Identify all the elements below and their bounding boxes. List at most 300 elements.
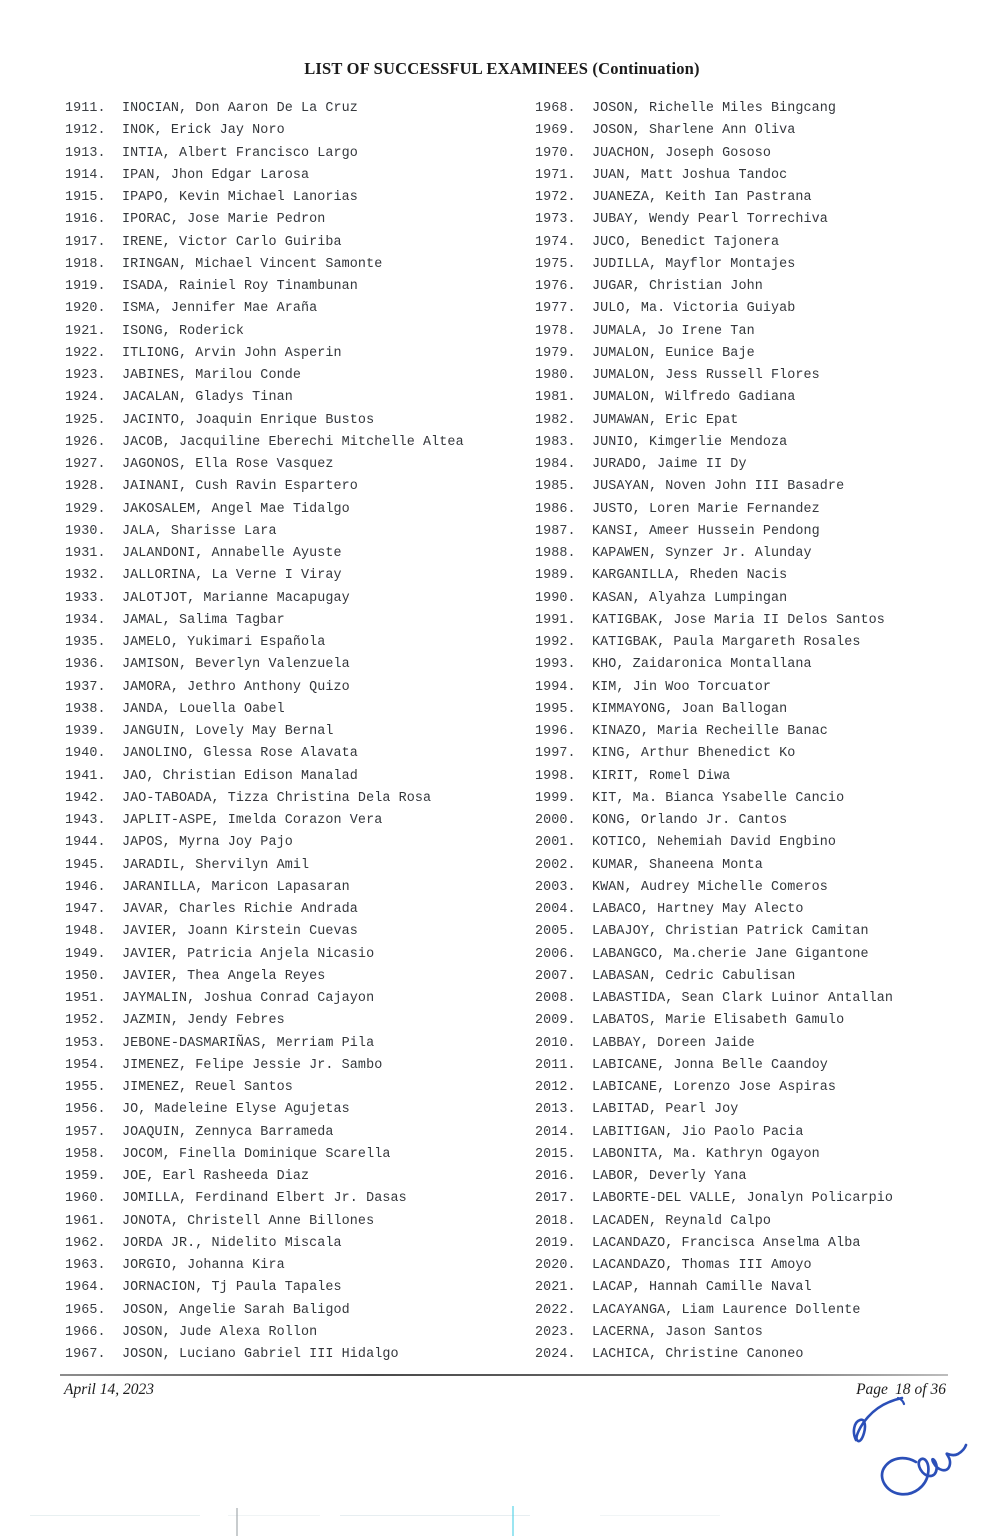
examinee-name: JAVIER, Thea Angela Reyes <box>122 968 326 984</box>
examinee-entry <box>65 654 520 676</box>
examinee-entry <box>65 788 520 810</box>
examinee-name: JOSON, Angelie Sarah Baligod <box>122 1302 350 1318</box>
examinee-number: 1947. <box>65 902 106 917</box>
examinee-name: LABORTE-DEL VALLE, Jonalyn Policarpio <box>592 1191 894 1207</box>
examinee-name: KANSI, Ameer Hussein Pendong <box>592 523 820 539</box>
examinee-name: LABACO, Hartney May Alecto <box>592 902 804 917</box>
examinee-entry <box>65 1255 520 1277</box>
examinee-entry <box>535 521 990 543</box>
examinee-name: JUMALON, Eunice Baje <box>592 345 755 361</box>
examinee-entry <box>535 298 990 320</box>
examinee-entry <box>535 632 990 654</box>
examinee-name: LABBAY, Doreen Jaide <box>592 1035 755 1051</box>
examinee-entry <box>65 165 520 187</box>
examinee-entry <box>535 1300 990 1322</box>
examinee-number: 1924. <box>65 390 106 406</box>
footer-divider <box>60 1374 948 1376</box>
examinee-number: 1948. <box>65 924 106 940</box>
examinee-name: LACAP, Hannah Camille Naval <box>592 1280 812 1296</box>
examinee-name: KARGANILLA, Rheden Nacis <box>592 568 788 584</box>
examinee-name: JUMAWAN, Eric Epat <box>592 412 739 428</box>
examinee-entry <box>535 654 990 676</box>
examinee-number: 2011. <box>535 1057 576 1073</box>
examinee-entry <box>65 521 520 543</box>
examinee-number: 1983. <box>535 434 576 450</box>
examinee-name: KWAN, Audrey Michelle Comeros <box>592 879 828 895</box>
examinee-number: 1988. <box>535 546 576 561</box>
examinee-number: 1935. <box>65 635 106 650</box>
examinee-entry <box>65 454 520 476</box>
examinee-entry <box>65 855 520 877</box>
examinee-number: 1979. <box>535 345 576 361</box>
examinee-number: 1999. <box>535 790 576 806</box>
examinee-entry <box>535 921 990 943</box>
examinee-name: JARADIL, Shervilyn Amil <box>122 857 310 873</box>
examinee-name: JOAQUIN, Zennyca Barrameda <box>122 1124 334 1140</box>
examinee-name: INOCIAN, Don Aaron De La Cruz <box>122 101 358 116</box>
examinee-number: 1939. <box>65 724 106 739</box>
examinee-entry <box>535 810 990 832</box>
examinee-entry <box>535 832 990 854</box>
examinee-entry <box>65 254 520 276</box>
examinee-entry <box>65 921 520 943</box>
examinee-name: IRENE, Victor Carlo Guiriba <box>122 234 342 250</box>
examinee-number: 2022. <box>535 1302 576 1318</box>
examinee-entry <box>65 387 520 409</box>
examinee-name: JAVIER, Joann Kirstein Cuevas <box>122 924 358 940</box>
examinee-entry <box>65 232 520 254</box>
examinee-name: JAVIER, Patricia Anjela Nicasio <box>122 946 375 962</box>
examinee-number: 2007. <box>535 968 576 984</box>
examinee-entry <box>65 1077 520 1099</box>
examinee-name: JAYMALIN, Joshua Conrad Cajayon <box>122 991 375 1006</box>
examinee-number: 1977. <box>535 301 576 317</box>
footer-of-word: of <box>914 1381 927 1398</box>
examinee-entry <box>535 610 990 632</box>
examinee-number: 1996. <box>535 724 576 739</box>
examinee-number: 1981. <box>535 390 576 406</box>
examinee-entry <box>535 343 990 365</box>
examinee-entry <box>65 1033 520 1055</box>
examinee-name: JO, Madeleine Elyse Agujetas <box>122 1102 350 1118</box>
examinee-number: 1955. <box>65 1080 106 1095</box>
examinee-number: 1917. <box>65 234 106 250</box>
examinee-entry <box>535 410 990 432</box>
examinee-number: 2006. <box>535 946 576 962</box>
examinee-entry <box>535 1322 990 1344</box>
examinee-entry <box>65 1300 520 1322</box>
examinee-name: IPAPO, Kevin Michael Lanorias <box>122 190 358 205</box>
examinee-entry <box>535 387 990 409</box>
examinee-number: 1914. <box>65 167 106 183</box>
examinee-entry <box>65 610 520 632</box>
examinee-number: 1973. <box>535 212 576 228</box>
examinee-name: KIRIT, Romel Diwa <box>592 768 731 784</box>
examinee-number: 1951. <box>65 991 106 1006</box>
examinee-number: 1934. <box>65 612 106 628</box>
examinee-number: 2017. <box>535 1191 576 1207</box>
examinee-number: 1916. <box>65 212 106 228</box>
examinee-name: KHO, Zaidaronica Montallana <box>592 657 812 673</box>
examinee-number: 1997. <box>535 746 576 762</box>
examinee-entry <box>65 743 520 765</box>
examinee-number: 2001. <box>535 835 576 851</box>
examinee-entry <box>535 499 990 521</box>
examinee-entry <box>65 543 520 565</box>
examinee-entry <box>65 810 520 832</box>
examinee-entry <box>535 721 990 743</box>
examinee-name: JAPOS, Myrna Joy Pajo <box>122 835 293 851</box>
examinee-name: LABONITA, Ma. Kathryn Ogayon <box>592 1146 820 1162</box>
examinee-entry <box>65 1144 520 1166</box>
examinee-name: JAO-TABOADA, Tizza Christina Dela Rosa <box>122 790 432 806</box>
examinee-entry <box>535 966 990 988</box>
examinee-number: 1945. <box>65 857 106 873</box>
examinee-number: 1911. <box>65 101 106 116</box>
examinee-number: 2008. <box>535 991 576 1006</box>
examinee-name: KATIGBAK, Paula Margareth Rosales <box>592 635 861 650</box>
examinee-entry <box>65 1010 520 1032</box>
examinee-entry <box>65 98 520 120</box>
examinee-number: 2010. <box>535 1035 576 1051</box>
examinee-number: 2024. <box>535 1347 576 1362</box>
examinee-entry <box>65 1055 520 1077</box>
examinee-name: JUACHON, Joseph Gososo <box>592 145 771 161</box>
examinee-name: JAVAR, Charles Richie Andrada <box>122 902 358 917</box>
examinee-entry <box>535 1344 990 1366</box>
examinee-name: JACOB, Jacquiline Eberechi Mitchelle Altea <box>122 434 464 450</box>
examinee-name: KONG, Orlando Jr. Cantos <box>592 813 788 828</box>
examinee-name: JALLORINA, La Verne I Viray <box>122 568 342 584</box>
footer-page-indicator <box>856 1381 946 1399</box>
examinee-entry <box>65 1166 520 1188</box>
examinee-name: KING, Arthur Bhenedict Ko <box>592 746 796 762</box>
examinee-number: 1929. <box>65 501 106 517</box>
footer-page-number: 18 <box>894 1381 911 1398</box>
examinee-name: KASAN, Alyahza Lumpingan <box>592 590 788 606</box>
examinee-entry <box>65 565 520 587</box>
examinee-number: 1953. <box>65 1035 106 1051</box>
examinee-entry <box>65 699 520 721</box>
examinee-entry <box>65 966 520 988</box>
examinee-name: JARANILLA, Maricon Lapasaran <box>122 879 350 895</box>
examinee-name: KINAZO, Maria Recheille Banac <box>592 724 828 739</box>
examinee-name: JAMELO, Yukimari Española <box>122 635 326 650</box>
examinee-name: JUAN, Matt Joshua Tandoc <box>592 167 788 183</box>
examinee-number: 1938. <box>65 701 106 717</box>
examinee-entry <box>535 588 990 610</box>
examinee-name: KIT, Ma. Bianca Ysabelle Cancio <box>592 790 845 806</box>
examinee-name: IPORAC, Jose Marie Pedron <box>122 212 326 228</box>
examinee-number: 2013. <box>535 1102 576 1118</box>
examinee-number: 1992. <box>535 635 576 650</box>
examinee-entry <box>535 1099 990 1121</box>
examinee-name: INOK, Erick Jay Noro <box>122 123 285 139</box>
examinee-entry <box>65 143 520 165</box>
examinee-number: 1918. <box>65 256 106 272</box>
examinee-entry <box>535 766 990 788</box>
examinee-number: 1958. <box>65 1146 106 1162</box>
examinee-name: KATIGBAK, Jose Maria II Delos Santos <box>592 612 885 628</box>
examinee-entry <box>535 543 990 565</box>
examinee-number: 1952. <box>65 1013 106 1029</box>
examinee-entry <box>535 187 990 209</box>
examinee-entry <box>535 699 990 721</box>
examinee-number: 1991. <box>535 612 576 628</box>
examinee-name: KAPAWEN, Synzer Jr. Alunday <box>592 546 812 561</box>
examinee-entry <box>535 1211 990 1233</box>
examinee-number: 1912. <box>65 123 106 139</box>
examinee-entry <box>535 743 990 765</box>
examinee-entry <box>535 1033 990 1055</box>
examinee-number: 1957. <box>65 1124 106 1140</box>
examinee-number: 1987. <box>535 523 576 539</box>
examinee-number: 2003. <box>535 879 576 895</box>
examinee-name: JALANDONI, Annabelle Ayuste <box>122 546 342 561</box>
examinee-name: JEBONE-DASMARIÑAS, Merriam Pila <box>122 1035 375 1051</box>
examinee-name: JAINANI, Cush Ravin Espartero <box>122 479 358 495</box>
examinee-name: LABASTIDA, Sean Clark Luinor Antallan <box>592 991 894 1006</box>
examinee-number: 2002. <box>535 857 576 873</box>
examinee-entry <box>535 143 990 165</box>
examinee-entry <box>535 565 990 587</box>
signature-scrawl <box>876 1442 968 1504</box>
examinee-name: LACANDAZO, Thomas III Amoyo <box>592 1258 812 1273</box>
examinee-number: 1956. <box>65 1102 106 1118</box>
examinee-name: JORNACION, Tj Paula Tapales <box>122 1280 342 1296</box>
examinee-entry <box>65 944 520 966</box>
examinee-number: 1968. <box>535 101 576 116</box>
examinee-number: 1960. <box>65 1191 106 1207</box>
footer-date: April 14, 2023 <box>64 1381 154 1398</box>
examinee-entry <box>535 454 990 476</box>
examinee-entry <box>535 677 990 699</box>
examinee-number: 1965. <box>65 1302 106 1318</box>
examinee-entry <box>535 321 990 343</box>
examinee-number: 1921. <box>65 323 106 339</box>
examinee-number: 1944. <box>65 835 106 851</box>
examinee-name: JANGUIN, Lovely May Bernal <box>122 724 334 739</box>
examinee-name: JUANEZA, Keith Ian Pastrana <box>592 190 812 205</box>
examinee-entry <box>65 321 520 343</box>
examinee-name: JOSON, Sharlene Ann Oliva <box>592 123 796 139</box>
examinee-entry <box>65 632 520 654</box>
examinee-entry <box>65 677 520 699</box>
examinee-name: JOSON, Jude Alexa Rollon <box>122 1324 318 1340</box>
examinee-number: 1928. <box>65 479 106 495</box>
examinee-number: 1941. <box>65 768 106 784</box>
scan-artifacts <box>0 1498 1004 1536</box>
examinee-entry <box>535 209 990 231</box>
examinee-name: LABAJOY, Christian Patrick Camitan <box>592 924 869 940</box>
examinee-number: 1990. <box>535 590 576 606</box>
examinee-name: LABITIGAN, Jio Paolo Pacia <box>592 1124 804 1140</box>
examinee-entry <box>535 98 990 120</box>
examinee-name: JULO, Ma. Victoria Guiyab <box>592 301 796 317</box>
examinee-entry <box>535 232 990 254</box>
examinee-list <box>0 98 1004 1366</box>
examinee-name: JAZMIN, Jendy Febres <box>122 1013 285 1029</box>
examinee-entry <box>65 187 520 209</box>
examinee-number: 2000. <box>535 813 576 828</box>
examinee-entry <box>65 1277 520 1299</box>
examinee-number: 1978. <box>535 323 576 339</box>
examinee-name: JUNIO, Kimgerlie Mendoza <box>592 434 788 450</box>
examinee-number: 1982. <box>535 412 576 428</box>
examinee-number: 1989. <box>535 568 576 584</box>
examinee-name: JUSAYAN, Noven John III Basadre <box>592 479 845 495</box>
examinee-entry <box>535 476 990 498</box>
examinee-number: 1931. <box>65 546 106 561</box>
examinee-entry <box>65 343 520 365</box>
examinee-entry <box>65 1344 520 1366</box>
examinee-number: 1936. <box>65 657 106 673</box>
examinee-name: LACAYANGA, Liam Laurence Dollente <box>592 1302 861 1318</box>
examinee-number: 1984. <box>535 457 576 472</box>
examinee-name: JUMALON, Wilfredo Gadiana <box>592 390 796 406</box>
examinee-number: 1933. <box>65 590 106 606</box>
examinee-name: JACALAN, Gladys Tinan <box>122 390 293 406</box>
examinee-column-right <box>535 98 990 1366</box>
examinee-entry <box>65 1099 520 1121</box>
examinee-name: KUMAR, Shaneena Monta <box>592 857 763 873</box>
examinee-name: ITLIONG, Arvin John Asperin <box>122 345 342 361</box>
page-title: LIST OF SUCCESSFUL EXAMINEES (Continuation) <box>304 59 700 78</box>
examinee-name: LACANDAZO, Francisca Anselma Alba <box>592 1235 861 1251</box>
examinee-number: 1995. <box>535 701 576 717</box>
examinee-number: 1943. <box>65 813 106 828</box>
examinee-number: 1972. <box>535 190 576 205</box>
examinee-number: 1959. <box>65 1169 106 1184</box>
examinee-name: JAMISON, Beverlyn Valenzuela <box>122 657 350 673</box>
examinee-number: 1922. <box>65 345 106 361</box>
examinee-entry <box>65 209 520 231</box>
examinee-name: JALA, Sharisse Lara <box>122 523 277 539</box>
footer-page-word: Page <box>856 1381 888 1398</box>
examinee-number: 1975. <box>535 256 576 272</box>
examinee-name: JUDILLA, Mayflor Montajes <box>592 256 796 272</box>
examinee-name: KOTICO, Nehemiah David Engbino <box>592 835 837 851</box>
examinee-number: 1919. <box>65 279 106 294</box>
examinee-entry <box>65 276 520 298</box>
examinee-entry <box>535 1233 990 1255</box>
examinee-number: 1926. <box>65 434 106 450</box>
examinee-entry <box>65 432 520 454</box>
examinee-entry <box>65 766 520 788</box>
examinee-number: 2021. <box>535 1280 576 1296</box>
examinee-number: 1971. <box>535 167 576 183</box>
examinee-name: LABANGCO, Ma.cherie Jane Gigantone <box>592 946 869 962</box>
examinee-name: LACERNA, Jason Santos <box>592 1324 763 1340</box>
examinee-entry <box>535 120 990 142</box>
examinee-name: KIM, Jin Woo Torcuator <box>592 679 771 695</box>
examinee-name: JAKOSALEM, Angel Mae Tidalgo <box>122 501 350 517</box>
examinee-name: JOCOM, Finella Dominique Scarella <box>122 1146 391 1162</box>
examinee-number: 1974. <box>535 234 576 250</box>
examinee-number: 1937. <box>65 679 106 695</box>
examinee-number: 1964. <box>65 1280 106 1296</box>
examinee-number: 2018. <box>535 1213 576 1229</box>
examinee-entry <box>65 365 520 387</box>
examinee-name: LABASAN, Cedric Cabulisan <box>592 968 796 984</box>
examinee-number: 1961. <box>65 1213 106 1229</box>
examinee-number: 2004. <box>535 902 576 917</box>
examinee-entry <box>65 1322 520 1344</box>
examinee-entry <box>65 476 520 498</box>
examinee-name: ISADA, Rainiel Roy Tinambunan <box>122 279 358 294</box>
examinee-name: JABINES, Marilou Conde <box>122 368 301 383</box>
examinee-number: 1985. <box>535 479 576 495</box>
examinee-entry <box>65 588 520 610</box>
examinee-number: 1913. <box>65 145 106 161</box>
examinee-number: 2020. <box>535 1258 576 1273</box>
examinee-entry <box>65 120 520 142</box>
examinee-name: JUSTO, Loren Marie Fernandez <box>592 501 820 517</box>
examinee-entry <box>535 365 990 387</box>
examinee-entry <box>65 298 520 320</box>
examinee-entry <box>535 1010 990 1032</box>
examinee-entry <box>535 1166 990 1188</box>
examinee-entry <box>65 899 520 921</box>
examinee-name: JONOTA, Christell Anne Billones <box>122 1213 375 1229</box>
examinee-entry <box>65 1233 520 1255</box>
examinee-number: 1969. <box>535 123 576 139</box>
examinee-name: JOSON, Luciano Gabriel III Hidalgo <box>122 1347 399 1362</box>
examinee-name: LABOR, Deverly Yana <box>592 1169 747 1184</box>
examinee-number: 2016. <box>535 1169 576 1184</box>
examinee-number: 1930. <box>65 523 106 539</box>
examinee-entry <box>535 944 990 966</box>
examinee-number: 2023. <box>535 1324 576 1340</box>
examinee-name: LABITAD, Pearl Joy <box>592 1102 739 1118</box>
examinee-name: JUBAY, Wendy Pearl Torrechiva <box>592 212 828 228</box>
examinee-number: 1963. <box>65 1258 106 1273</box>
examinee-name: JURADO, Jaime II Dy <box>592 457 747 472</box>
examinee-name: ISONG, Roderick <box>122 323 245 339</box>
examinee-entry <box>535 1277 990 1299</box>
examinee-number: 1967. <box>65 1347 106 1362</box>
examinee-entry <box>535 165 990 187</box>
examinee-name: JORDA JR., Nidelito Miscala <box>122 1235 342 1251</box>
examinee-name: INTIA, Albert Francisco Largo <box>122 145 358 161</box>
footer-total-pages: 36 <box>930 1381 946 1398</box>
examinee-number: 2014. <box>535 1124 576 1140</box>
examinee-number: 1962. <box>65 1235 106 1251</box>
examinee-entry <box>535 1077 990 1099</box>
examinee-entry <box>535 276 990 298</box>
examinee-name: IPAN, Jhon Edgar Larosa <box>122 167 310 183</box>
examinee-entry <box>65 410 520 432</box>
examinee-number: 1954. <box>65 1057 106 1073</box>
examinee-name: JALOTJOT, Marianne Macapugay <box>122 590 350 606</box>
examinee-name: JACINTO, Joaquin Enrique Bustos <box>122 412 375 428</box>
examinee-name: LABICANE, Lorenzo Jose Aspiras <box>592 1080 837 1095</box>
examinee-number: 1998. <box>535 768 576 784</box>
examinee-number: 1940. <box>65 746 106 762</box>
examinee-number: 1994. <box>535 679 576 695</box>
examinee-entry <box>535 1255 990 1277</box>
examinee-name: KIMMAYONG, Joan Ballogan <box>592 701 788 717</box>
examinee-number: 1915. <box>65 190 106 205</box>
examinee-number: 1923. <box>65 368 106 383</box>
examinee-number: 2012. <box>535 1080 576 1095</box>
examinee-number: 1976. <box>535 279 576 294</box>
examinee-column-left <box>65 98 520 1366</box>
examinee-number: 1970. <box>535 145 576 161</box>
signature-initial-mark <box>846 1396 916 1448</box>
examinee-name: JOSON, Richelle Miles Bingcang <box>592 101 837 116</box>
examinee-entry <box>535 1144 990 1166</box>
